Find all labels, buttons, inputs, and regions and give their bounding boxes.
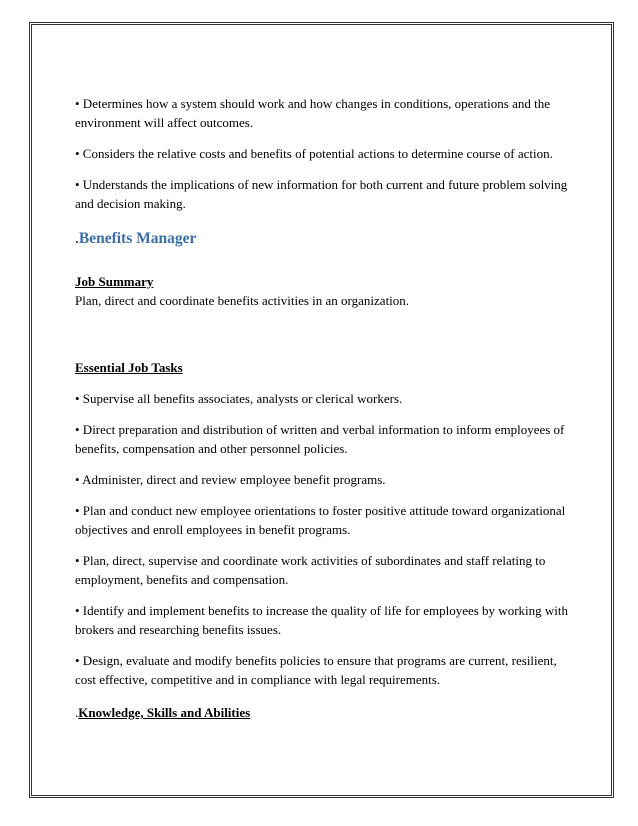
job-summary	[75, 272, 575, 310]
ksa-prefix: .	[75, 705, 79, 720]
document-body	[75, 94, 575, 722]
section-title-prefix: .	[75, 230, 79, 247]
intro-bullet-2: • Considers the relative costs and benefits of potential actions to determine course of action.	[75, 146, 553, 161]
task-item-3: • Administer, direct and review employee benefit programs.	[75, 472, 386, 487]
job-summary-text: Plan, direct and coordinate benefits activities in an organization.	[75, 293, 410, 308]
task-item-6: • Identify and implement benefits to increase the quality of life for employees by working with brokers and researching benefits issues.	[75, 603, 568, 637]
section-title	[75, 229, 575, 248]
intro-bullet-1: • Determines how a system should work and how changes in conditions, operations and the environment will affect outcomes.	[75, 96, 550, 130]
essential-tasks-heading: Essential Job Tasks	[75, 360, 183, 375]
job-summary-heading: Job Summary	[75, 274, 154, 289]
section-title-text: Benefits Manager	[78, 230, 197, 247]
ksa-heading: Knowledge, Skills and Abilities	[78, 705, 251, 720]
task-item-4: • Plan and conduct new employee orientations to foster positive attitude toward organizational objectives and enroll employees in benefit programs.	[75, 503, 566, 537]
ksa-section	[75, 703, 575, 722]
task-item-1: • Supervise all benefits associates, analysts or clerical workers.	[75, 391, 403, 406]
intro-bullet-3: • Understands the implications of new information for both current and future problem solving and decision making.	[75, 177, 568, 211]
task-item-7: • Design, evaluate and modify benefits policies to ensure that programs are current, resilient, cost effective, competitive and in compliance with legal requirements.	[75, 653, 557, 687]
task-item-5: • Plan, direct, supervise and coordinate work activities of subordinates and staff relating to employment, benefits and compensation.	[75, 553, 546, 587]
task-item-2: • Direct preparation and distribution of written and verbal information to inform employees of benefits, compensation and other personnel policies.	[75, 422, 565, 456]
